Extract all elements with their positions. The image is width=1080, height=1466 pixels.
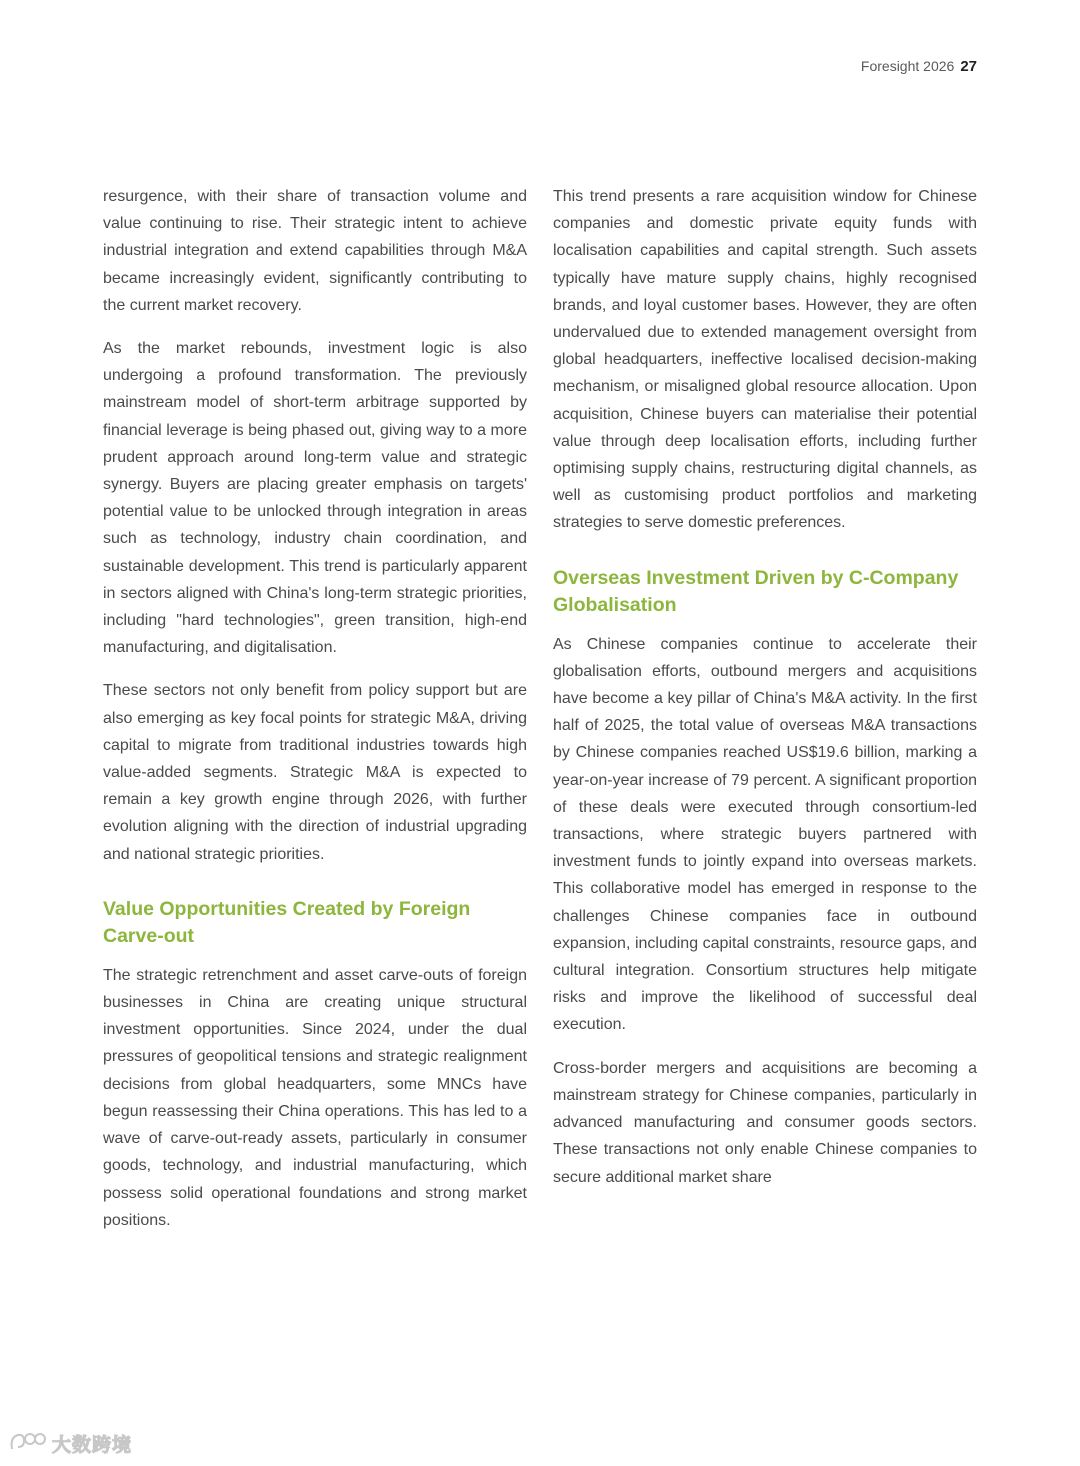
paragraph: As the market rebounds, investment logic is also undergoing a profound transformation. The previously mainstream model of short-term arbitrage supported by financial leverage is being phased out, giving way to a more prudent approach around long-term value and strategic synergy. Buyers are placing greater emphasis on targets' potential value to be unlocked through integration in areas such as technology, industry chain coordination, and sustainable development. This trend is particularly apparent in sectors aligned with China's long-term strategic priorities, including "hard technologies", green transition, high-end manufacturing, and digitalisation. <box>103 340 527 657</box>
page-number: 27 <box>960 58 977 75</box>
page-header <box>861 58 977 75</box>
paragraph: The strategic retrenchment and asset carve-outs of foreign businesses in China are creating unique structural investment opportunities. Since 2024, under the dual pressures of geopolitical tensions and strategic realignment decisions from global headquarters, some MNCs have begun reassessing their China operations. This has led to a wave of carve-out-ready assets, particularly in consumer goods, technology, and industrial manufacturing, which possess solid operational foundations and strong market positions. <box>103 966 527 1229</box>
paragraph: Cross-border mergers and acquisitions are becoming a mainstream strategy for Chinese companies, particularly in advanced manufacturing and consumer goods sectors. These transactions not only enable Chinese companies to secure additional market share <box>553 1059 977 1186</box>
watermark <box>8 1429 132 1458</box>
section-heading: Overseas Investment Driven by C-Company Globalisation <box>553 566 959 616</box>
watermark-text: 大数跨境 <box>52 1435 133 1456</box>
watermark-logo-icon <box>8 1429 48 1458</box>
paragraph: This trend presents a rare acquisition window for Chinese companies and domestic private equity funds with localisation capabilities and capital strength. Such assets typically have mature supply chains, highly recognised brands, and loyal customer bases. However, they are often undervalued due to extended management oversight from global headquarters, ineffective localised decision-making mechanism, or misaligned global resource allocation. Upon acquisition, Chinese buyers can materialise their potential value through deep localisation efforts, including further optimising supply chains, restructuring digital channels, as well as customising product portfolios and marketing strategies to serve domestic preferences. <box>553 188 977 532</box>
left-column <box>103 183 527 1250</box>
right-column <box>553 183 977 1207</box>
section-heading: Value Opportunities Created by Foreign Carve-out <box>103 897 471 947</box>
paragraph: resurgence, with their share of transaction volume and value continuing to rise. Their strategic intent to achieve industrial integration and extend capabilities through M&A became increasingly evident, significantly contributing to the current market recovery. <box>103 188 527 314</box>
report-title: Foresight 2026 <box>860 58 955 74</box>
paragraph: As Chinese companies continue to accelerate their globalisation efforts, outbound mergers and acquisitions have become a key pillar of China's M&A activity. In the first half of 2025, the total value of overseas M&A transactions by Chinese companies reached US$19.6 billion, marking a year-on-year increase of 79 percent. A significant proportion of these deals were executed through consortium-led transactions, where strategic buyers partnered with investment funds to jointly expand into overseas markets. This collaborative model has emerged in response to the challenges Chinese companies face in outbound expansion, including capital constraints, resource gaps, and cultural integration. Consortium structures help mitigate risks and improve the likelihood of successful deal execution. <box>553 635 977 1034</box>
paragraph: These sectors not only benefit from policy support but are also emerging as key focal points for strategic M&A, driving capital to migrate from traditional industries towards high value-added segments. Strategic M&A is expected to remain a key growth engine through 2026, with further evolution aligning with the direction of industrial upgrading and national strategic priorities. <box>103 682 527 863</box>
